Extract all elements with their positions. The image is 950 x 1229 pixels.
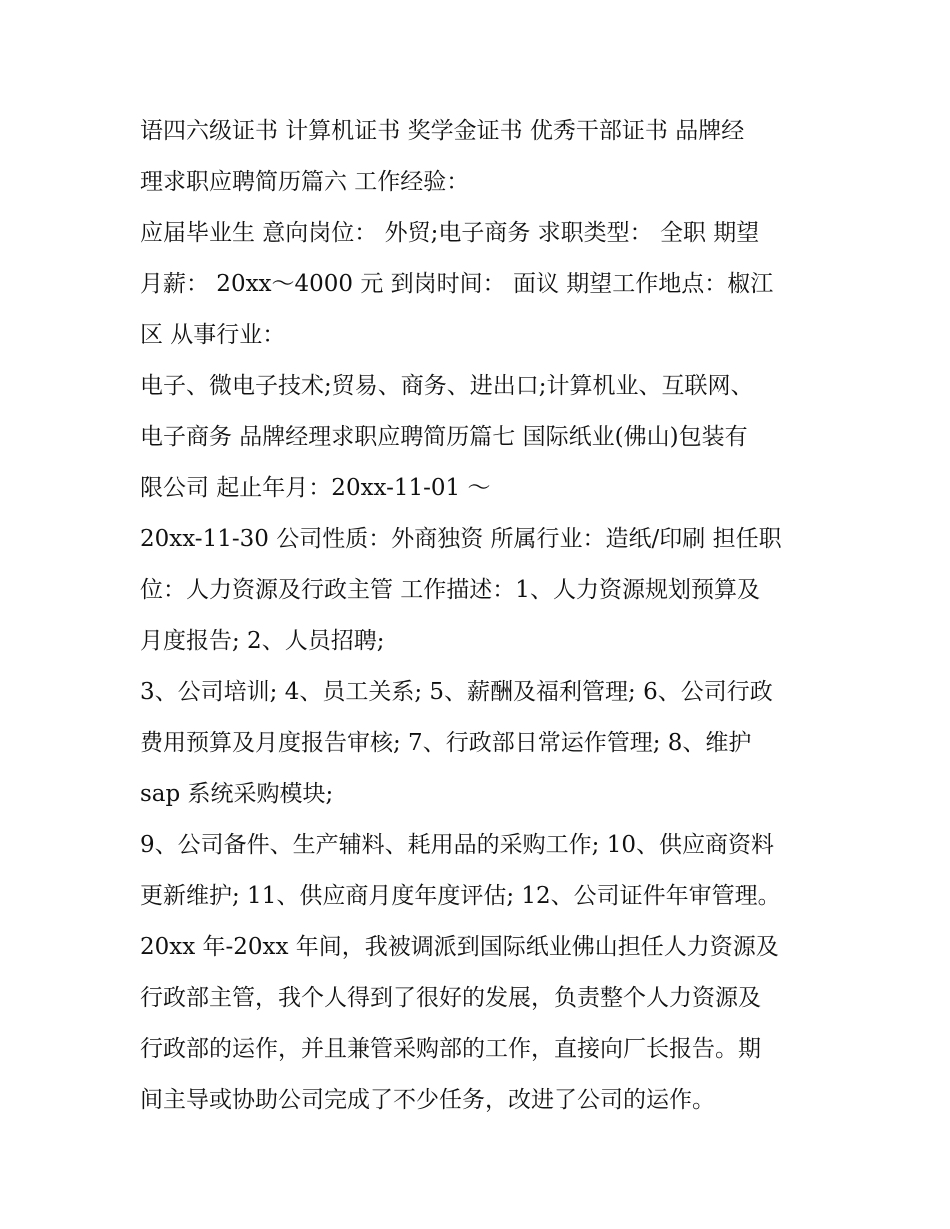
text-line: 9、公司备件、生产辅料、耗用品的采购工作; 10、供应商资料 [140, 832, 774, 858]
text-line: 费用预算及月度报告审核; 7、行政部日常运作管理; 8、维护 [140, 730, 752, 756]
text-line: 电子、微电子技术;贸易、商务、进出口;计算机业、互联网、 [140, 373, 754, 399]
text-line: 间主导或协助公司完成了不少任务，改进了公司的运作。 [140, 1087, 715, 1113]
text-line: 位：人力资源及行政主管 工作描述：1、人力资源规划预算及 [140, 577, 760, 603]
text-line: 更新维护; 11、供应商月度年度评估; 12、公司证件年审管理。 [140, 883, 781, 909]
text-line: 应届毕业生 意向岗位： 外贸;电子商务 求职类型： 全职 期望 [140, 220, 760, 246]
text-line: 理求职应聘简历篇六 工作经验： [140, 169, 470, 195]
text-line: 20xx 年-20xx 年间，我被调派到国际纸业佛山担任人力资源及 [140, 934, 779, 960]
text-line: 20xx-11-30 公司性质：外商独资 所属行业：造纸/印刷 担任职 [140, 526, 782, 552]
text-line: 语四六级证书 计算机证书 奖学金证书 优秀干部证书 品牌经 [140, 118, 745, 144]
text-line: 电子商务 品牌经理求职应聘简历篇七 国际纸业(佛山)包装有 [140, 424, 748, 450]
document-body [140, 106, 820, 1126]
text-line: 限公司 起止年月：20xx-11-01 ～ [140, 475, 491, 501]
text-line: 行政部主管，我个人得到了很好的发展，负责整个人力资源及 [140, 985, 761, 1011]
text-line: 3、公司培训; 4、员工关系; 5、薪酬及福利管理; 6、公司行政 [140, 679, 773, 705]
text-line: 区 从事行业： [140, 322, 286, 348]
text-line: 行政部的运作，并且兼管采购部的工作，直接向厂长报告。期 [140, 1036, 761, 1062]
text-line: sap 系统采购模块; [140, 781, 334, 807]
text-line: 月度报告; 2、人员招聘; [140, 628, 385, 654]
text-line: 月薪： 20xx～4000 元 到岗时间： 面议 期望工作地点：椒江 [140, 271, 774, 297]
